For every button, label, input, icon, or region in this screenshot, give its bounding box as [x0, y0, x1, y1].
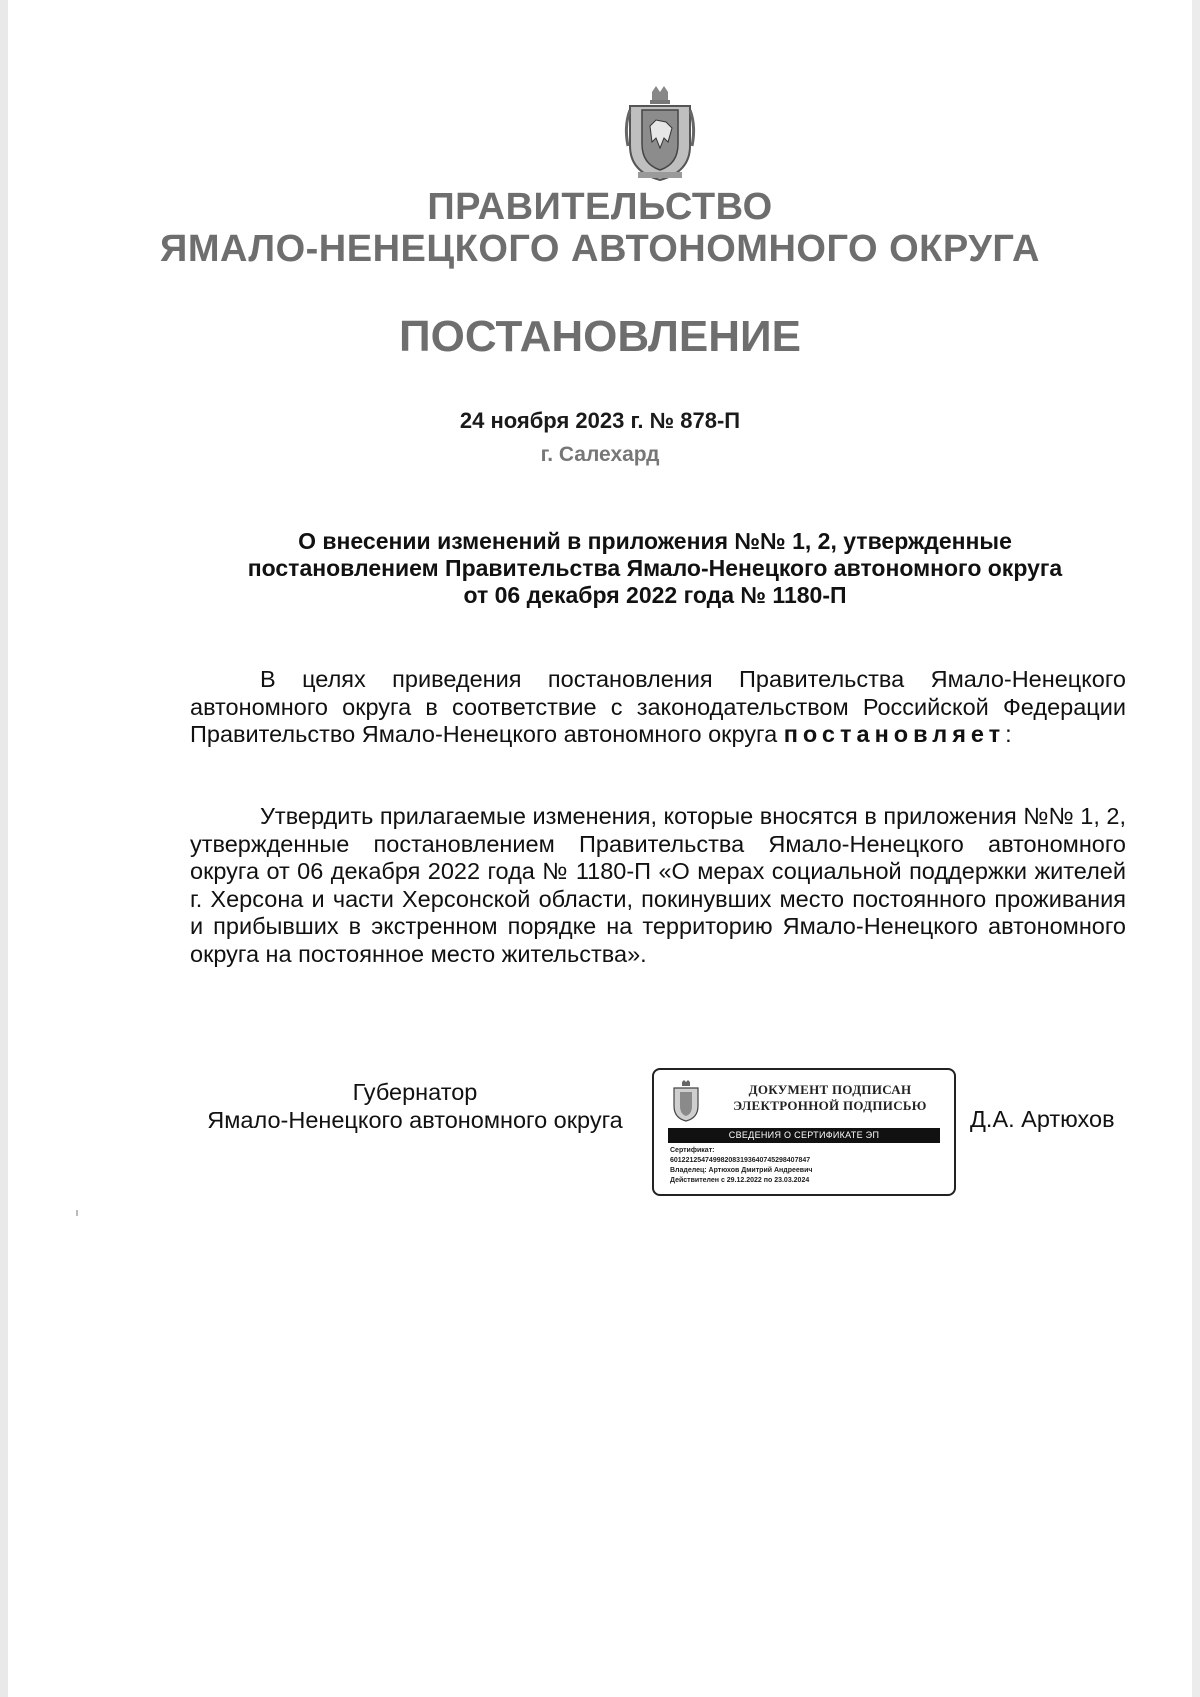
signer-name: Д.А. Артюхов [970, 1106, 1115, 1132]
subject-line-3: от 06 декабря 2022 года № 1180-П [463, 582, 847, 608]
certificate-info-bar: СВЕДЕНИЯ О СЕРТИФИКАТЕ ЭП [668, 1128, 940, 1143]
position-title: Губернатор [352, 1079, 478, 1105]
position-region: Ямало-Ненецкого автономного округа [207, 1107, 623, 1133]
certificate-owner: Владелец: Артюхов Дмитрий Андреевич [670, 1167, 813, 1174]
resolves-word: постановляет [783, 721, 1006, 747]
stamp-title-line1: ДОКУМЕНТ ПОДПИСАН [748, 1082, 912, 1097]
stamp-emblem-icon [670, 1080, 702, 1122]
stamp-title-line2: ЭЛЕКТРОННОЙ ПОДПИСЬЮ [733, 1098, 927, 1113]
decree-subject [195, 528, 1115, 609]
preamble-paragraph [190, 666, 1126, 749]
stamp-title [710, 1082, 950, 1114]
subject-line-2: постановлением Правительства Ямало-Ненецкого автономного округа [247, 555, 1063, 581]
electronic-signature-stamp [652, 1068, 956, 1196]
resolution-text: Утвердить прилагаемые изменения, которые вносятся в приложения №№ 1, 2, утвержденные постановлением Правительства Ямало-Ненецкого автономного округа от 06 декабря 2022 года № 1180-П «О мерах социальной поддержки жителей г. Херсона и части Херсонской области, покинувших место постоянного проживания и прибывших в экстренном порядке на территорию Ямало-Ненецкого автономного округа на постоянное место жительства». [190, 803, 1126, 967]
signatory-position [190, 1078, 640, 1134]
decree-city: г. Салехард [540, 443, 660, 466]
government-title-line2: ЯМАЛО-НЕНЕЦКОГО АВТОНОМНОГО ОКРУГА [160, 228, 1040, 270]
coat-of-arms-icon [620, 86, 700, 182]
certificate-label: Сертификат: [670, 1147, 715, 1154]
resolution-paragraph [190, 803, 1126, 968]
preamble-colon: : [1005, 721, 1012, 747]
certificate-number: 601221254749982083193640745298407847 [670, 1157, 811, 1164]
document-type-title: ПОСТАНОВЛЕНИЕ [398, 312, 802, 361]
government-title-line1: ПРАВИТЕЛЬСТВО [427, 186, 773, 228]
subject-line-1: О внесении изменений в приложения №№ 1, 2, утвержденные [298, 528, 1012, 554]
certificate-validity: Действителен с 29.12.2022 по 23.03.2024 [670, 1177, 810, 1184]
preamble-text: В целях приведения постановления Правительства Ямало-Ненецкого автономного округа в соответствие с законодательством Российской Федерации Правительство Ямало-Ненецкого автономного округа [190, 666, 1126, 747]
scan-artifact [76, 1210, 78, 1216]
decree-date-number: 24 ноября 2023 г. № 878-П [459, 408, 741, 433]
